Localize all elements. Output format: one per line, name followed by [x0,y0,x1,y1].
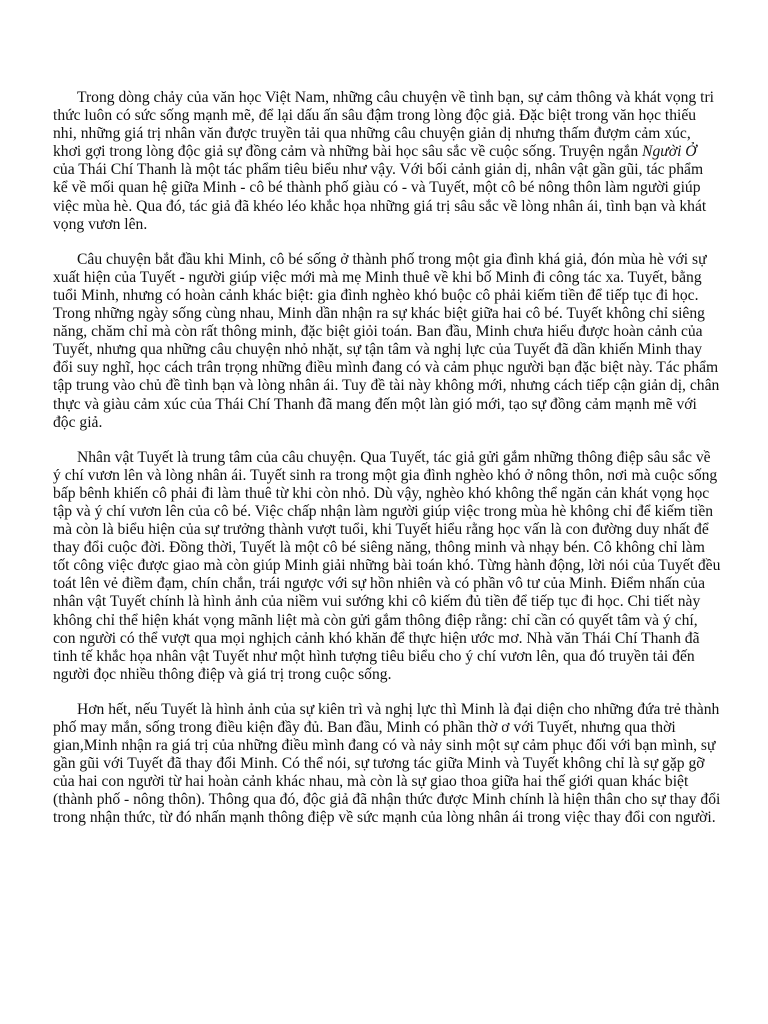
paragraph-plot: Câu chuyện bắt đầu khi Minh, cô bé sống ở thành phố trong một gia đình khá giả, đón mùa hè với sự xuất hiện của Tuyết - người giúp việc mới mà mẹ Minh thuê về khi bố Minh đi công tác xa. Tuyết, bằng tuổi Minh, nhưng có hoàn cảnh khác biệt: gia đình nghèo khó buộc cô phải kiếm tiền để tiếp tục đi học. Trong những ngày sống cùng nhau, Minh dần nhận ra sự khác biệt giữa hai cô bé. Tuyết không chỉ siêng năng, chăm chỉ mà còn rất thông minh, đặc biệt giỏi toán. Ban đầu, Minh chưa hiểu được hoàn cảnh của Tuyết, nhưng qua những câu chuyện nhỏ nhặt, sự tận tâm và nghị lực của Tuyết đã dần khiến Minh thay đổi suy nghĩ, học cách trân trọng những điều mình đang có và cảm phục người bạn đặc biệt này. Tác phẩm tập trung vào chủ đề tình bạn và lòng nhân ái. Tuy đề tài này không mới, nhưng cách tiếp cận giản dị, chân thực và giàu cảm xúc của Thái Chí Thanh đã mang đến một làn gió mới, tạo sự đồng cảm mạnh mẽ với độc giả. [53,250,720,431]
paragraph-tuyet: Nhân vật Tuyết là trung tâm của câu chuyện. Qua Tuyết, tác giả gửi gắm những thông điệp sâu sắc về ý chí vươn lên và lòng nhân ái. Tuyết sinh ra trong một gia đình nghèo khó ở nông thôn, nơi mà cuộc sống bấp bênh khiến cô phải đi làm thuê từ khi còn nhỏ. Dù vậy, nghèo khó không thể ngăn cản khát vọng học tập và ý chí vươn lên của cô bé. Việc chấp nhận làm người giúp việc trong mùa hè không chỉ để kiếm tiền mà còn là biểu hiện của sự trưởng thành vượt tuổi, khi Tuyết hiểu rằng học vấn là con đường duy nhất để thay đổi cuộc đời. Đồng thời, Tuyết là một cô bé siêng năng, thông minh và nhạy bén. Cô không chỉ làm tốt công việc được giao mà còn giúp Minh giải những bài toán khó. Từng hành động, lời nói của Tuyết đều toát lên vẻ điềm đạm, chín chắn, trái ngược với sự hồn nhiên và có phần vô tư của Minh. Điểm nhấn của nhân vật Tuyết chính là hình ảnh của niềm vui sướng khi cô kiếm đủ tiền để tiếp tục đi học. Chi tiết này không chỉ thể hiện khát vọng mãnh liệt mà còn gửi gắm thông điệp rằng: chỉ cần có quyết tâm và ý chí, con người có thể vượt qua mọi nghịch cảnh khó khăn để thực hiện ước mơ. Nhà văn Thái Chí Thanh đã tinh tế khắc họa nhân vật Tuyết như một hình tượng tiêu biểu cho ý chí vươn lên, qua đó truyền tải đến người đọc nhiều thông điệp và giá trị trong cuộc sống. [53,448,721,683]
paragraph-intro-before: Trong dòng chảy của văn học Việt Nam, những câu chuyện về tình bạn, sự cảm thông và khát vọng tri thức luôn có sức sống mạnh mẽ, để lại dấu ấn sâu đậm trong lòng độc giả. Đặc biệt trong văn học thiếu nhi, những giá trị nhân văn được truyền tải qua những câu chuyện giản dị nhưng thấm đượm cảm xúc, khơi gợi trong lòng độc giả sự đồng cảm và những bài học sâu sắc về cuộc sống. Truyện ngắn [53,89,714,161]
paragraph-intro [53,89,721,234]
paragraph-intro-after: của Thái Chí Thanh là một tác phẩm tiêu biểu như vậy. Với bối cảnh giản dị, nhân vật gần gũi, tác phẩm kể về mối quan hệ giữa Minh - cô bé thành phố giàu có - và Tuyết, một cô bé nông thôn làm người giúp việc mùa hè. Qua đó, tác giả đã khéo léo khắc họa những giá trị sâu sắc về lòng nhân ái, tình bạn và khát vọng vươn lên. [53,161,707,233]
document-body [53,89,721,845]
story-title: Người Ở [642,143,697,161]
paragraph-minh: Hơn hết, nếu Tuyết là hình ảnh của sự kiên trì và nghị lực thì Minh là đại diện cho những đứa trẻ thành phố may mắn, sống trong điều kiện đầy đủ. Ban đầu, Minh có phần thờ ơ với Tuyết, nhưng qua thời gian,Minh nhận ra giá trị của những điều mình đang có và nảy sinh một sự cảm phục đối với bạn mình, sự gần gũi với Tuyết đã thay đổi Minh. Có thể nói, sự tương tác giữa Minh và Tuyết không chỉ là sự gặp gỡ của hai con người từ hai hoàn cảnh khác nhau, mà còn là sự giao thoa giữa hai thế giới quan khác biệt (thành phố - nông thôn). Thông qua đó, độc giả đã nhận thức được Minh chính là hiện thân cho sự thay đổi trong nhận thức, từ đó nhấn mạnh thông điệp về sức mạnh của lòng nhân ái trong việc thay đổi con người. [53,700,721,827]
